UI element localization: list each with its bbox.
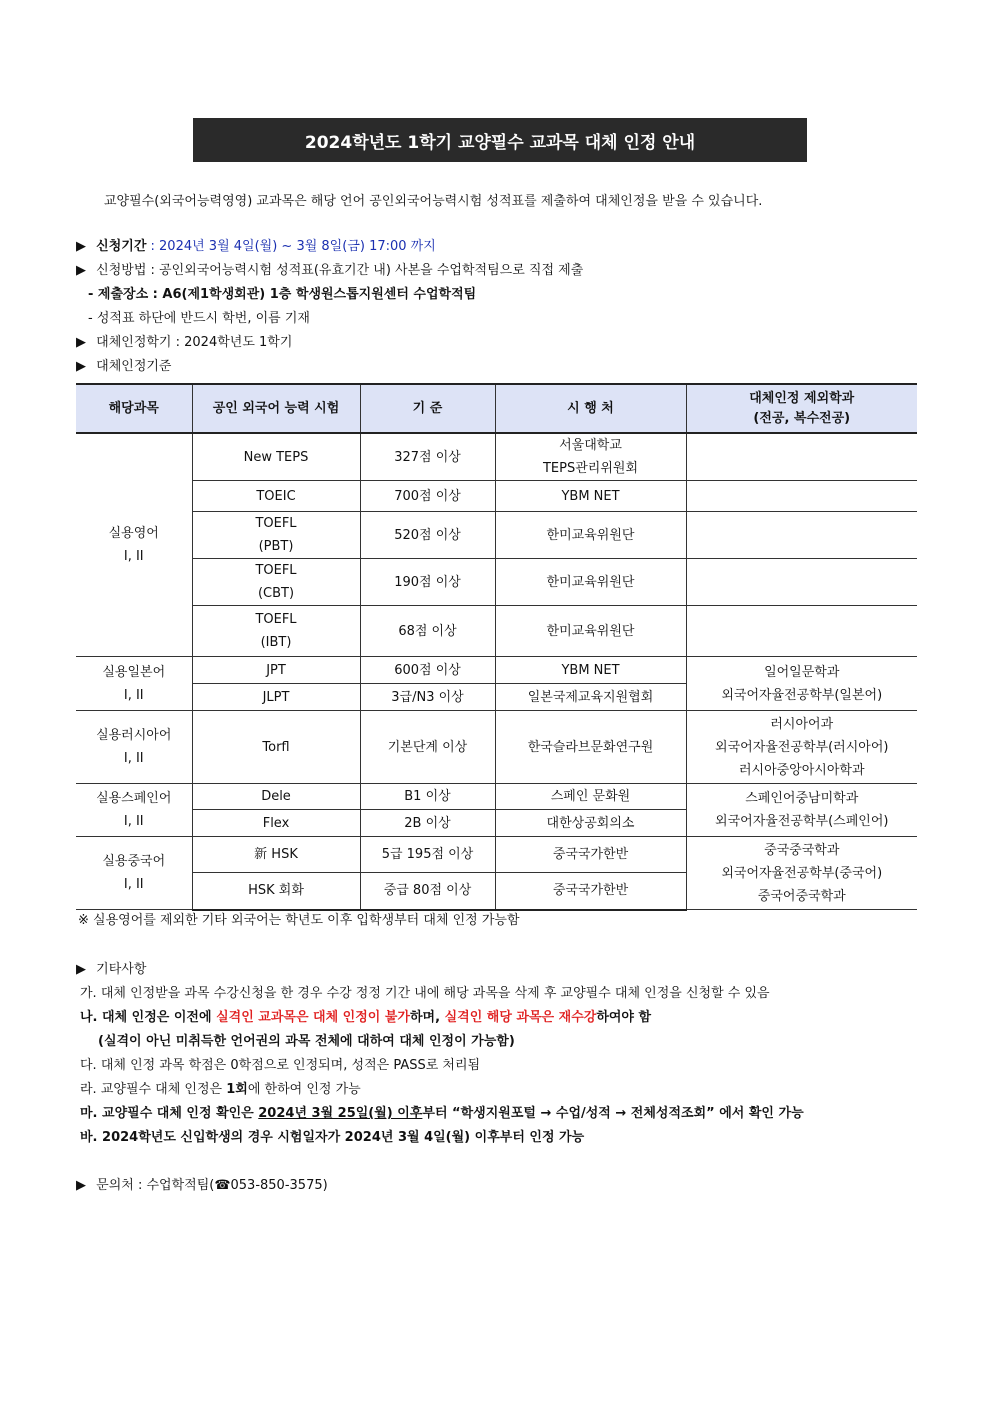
org-cell: YBM NET [495, 657, 686, 684]
org-cell: 중국국가한반 [495, 837, 686, 873]
table-row [76, 512, 917, 559]
page-title: 2024학년도 1학기 교양필수 교과목 대체 인정 안내 [193, 118, 807, 162]
org-cell: YBM NET [495, 481, 686, 512]
header-standard: 기 준 [360, 384, 495, 433]
etc-line [76, 958, 146, 977]
org-cell: 한미교육위원단 [495, 559, 686, 606]
exam-cell: JPT [192, 657, 360, 684]
etc-item-ra: 라. 교양필수 대체 인정은 1회에 한하여 인정 가능 [80, 1082, 361, 1097]
excluded-cell [686, 512, 917, 559]
header-org: 시 행 처 [495, 384, 686, 433]
excluded-cell: 러시아어과 외국어자율전공학부(러시아어) 러시아중앙아시아학과 [686, 711, 917, 784]
standard-cell: 5급 195점 이상 [360, 837, 495, 873]
na-highlight-1: 실격인 교과목은 대체 인정이 불가 [216, 1010, 410, 1025]
ra-bold: 1회 [226, 1082, 248, 1097]
ma-underline: 2024년 3월 25일(월) 이후 [258, 1106, 423, 1121]
contact-text: 문의처 : 수업학적팀(☎053-850-3575) [96, 1178, 328, 1193]
table-row [76, 481, 917, 512]
excluded-cell: 스페인어중남미학과 외국어자율전공학부(스페인어) [686, 784, 917, 837]
etc-item-da: 다. 대체 인정 과목 학점은 0학점으로 인정되며, 성적은 PASS로 처리됨 [80, 1058, 481, 1073]
standard-cell: 700점 이상 [360, 481, 495, 512]
table-row [76, 711, 917, 784]
bullet-arrow-icon: ▶ [76, 1178, 86, 1193]
intro-text: 교양필수(외국어능력영영) 교과목은 해당 언어 공인외국어능력시험 성적표를 제출하여 대체인정을 받을 수 있습니다. [104, 194, 763, 209]
standard-cell: 520점 이상 [360, 512, 495, 559]
exam-cell: TOEIC [192, 481, 360, 512]
standard-cell: 190점 이상 [360, 559, 495, 606]
header-exam: 공인 외국어 능력 시험 [192, 384, 360, 433]
table-row [76, 837, 917, 873]
subject-cell: 실용영어 I, II [76, 433, 192, 657]
period-label: 신청기간 [96, 239, 147, 254]
na-highlight-2: 실격인 해당 과목은 재수강 [444, 1010, 597, 1025]
org-cell: 대한상공회의소 [495, 810, 686, 837]
standard-cell: 2B 이상 [360, 810, 495, 837]
place-value: : A6(제1학생회관) 1층 학생원스톱지원센터 수업학적팀 [148, 287, 477, 302]
org-cell: 중국국가한반 [495, 873, 686, 910]
excluded-cell: 일어일문학과 외국어자율전공학부(일본어) [686, 657, 917, 711]
subject-cell: 실용러시아어 I, II [76, 711, 192, 784]
excluded-cell [686, 481, 917, 512]
org-cell: 일본국제교육지원협회 [495, 684, 686, 711]
bullet-arrow-icon: ▶ [76, 263, 86, 278]
header-excluded: 대체인정 제외학과 (전공, 복수전공) [686, 384, 917, 433]
method-line [76, 259, 583, 278]
subject-cell: 실용스페인어 I, II [76, 784, 192, 837]
exam-cell: TOEFL (PBT) [192, 512, 360, 559]
etc-item-na-sub: (실격이 아닌 미취득한 언어권의 과목 전체에 대하여 대체 인정이 가능함) [98, 1034, 515, 1049]
exam-cell: Flex [192, 810, 360, 837]
etc-item-ba: 바. 2024학년도 신입학생의 경우 시험일자가 2024년 3월 4일(월) 이후부터 인정 가능 [80, 1130, 585, 1145]
org-cell: 한미교육위원단 [495, 606, 686, 657]
bullet-arrow-icon: ▶ [76, 239, 86, 254]
semester-text: 대체인정학기 : 2024학년도 1학기 [96, 335, 293, 350]
exam-cell: TOEFL (CBT) [192, 559, 360, 606]
table-row [76, 559, 917, 606]
criteria-table [76, 383, 917, 911]
exam-cell: New TEPS [192, 433, 360, 481]
excluded-cell [686, 606, 917, 657]
bullet-arrow-icon: ▶ [76, 962, 86, 977]
table-row [76, 657, 917, 684]
exam-cell: TOEFL (IBT) [192, 606, 360, 657]
place-label: - 제출장소 [88, 287, 149, 302]
standard-cell: 327점 이상 [360, 433, 495, 481]
place-line [88, 283, 476, 302]
period-line [76, 235, 436, 254]
exam-cell: JLPT [192, 684, 360, 711]
standard-cell: 중급 80점 이상 [360, 873, 495, 910]
standard-cell: 600점 이상 [360, 657, 495, 684]
etc-item-na: 나. 대체 인정은 이전에 실격인 교과목은 대체 인정이 불가하며, 실격인 해당 과목은 재수강하여야 함 [80, 1010, 652, 1025]
table-header-row [76, 384, 917, 433]
period-value: 2024년 3월 4일(월) ~ 3월 8일(금) 17:00 까지 [159, 239, 436, 254]
exam-cell: Torfl [192, 711, 360, 784]
period-sep: : [146, 239, 160, 254]
etc-item-ma: 마. 교양필수 대체 인정 확인은 2024년 3월 25일(월) 이후부터 “학생지원포털 → 수업/성적 → 전체성적조회” 에서 확인 가능 [80, 1106, 804, 1121]
standard-cell: 기본단계 이상 [360, 711, 495, 784]
excluded-cell [686, 433, 917, 481]
etc-label: 기타사항 [96, 962, 147, 977]
exam-cell: HSK 회화 [192, 873, 360, 910]
standard-cell: 68점 이상 [360, 606, 495, 657]
contact-line [76, 1174, 328, 1193]
excluded-cell [686, 559, 917, 606]
exam-cell: 新 HSK [192, 837, 360, 873]
org-cell: 한미교육위원단 [495, 512, 686, 559]
table-note: ※ 실용영어를 제외한 기타 외국어는 학년도 이후 입학생부터 대체 인정 가능함 [78, 913, 520, 928]
org-cell: 스페인 문화원 [495, 784, 686, 810]
header-subject: 해당과목 [76, 384, 192, 433]
org-cell: 서울대학교 TEPS관리위원회 [495, 433, 686, 481]
subject-cell: 실용중국어 I, II [76, 837, 192, 910]
table-row [76, 433, 917, 481]
excluded-cell: 중국중국학과 외국어자율전공학부(중국어) 중국어중국학과 [686, 837, 917, 910]
table-row [76, 606, 917, 657]
criteria-line [76, 355, 172, 374]
note-write-line: - 성적표 하단에 반드시 학번, 이름 기재 [88, 311, 310, 326]
etc-item-ga: 가. 대체 인정받을 과목 수강신청을 한 경우 수강 정정 기간 내에 해당 과목을 삭제 후 교양필수 대체 인정을 신청할 수 있음 [80, 986, 770, 1001]
standard-cell: B1 이상 [360, 784, 495, 810]
exam-cell: Dele [192, 784, 360, 810]
standard-cell: 3급/N3 이상 [360, 684, 495, 711]
criteria-label: 대체인정기준 [96, 359, 172, 374]
method-text: 신청방법 : 공인외국어능력시험 성적표(유효기간 내) 사본을 수업학적팀으로 직접 제출 [96, 263, 584, 278]
subject-cell: 실용일본어 I, II [76, 657, 192, 711]
table-row [76, 784, 917, 810]
bullet-arrow-icon: ▶ [76, 335, 86, 350]
semester-line [76, 331, 292, 350]
org-cell: 한국슬라브문화연구원 [495, 711, 686, 784]
bullet-arrow-icon: ▶ [76, 359, 86, 374]
